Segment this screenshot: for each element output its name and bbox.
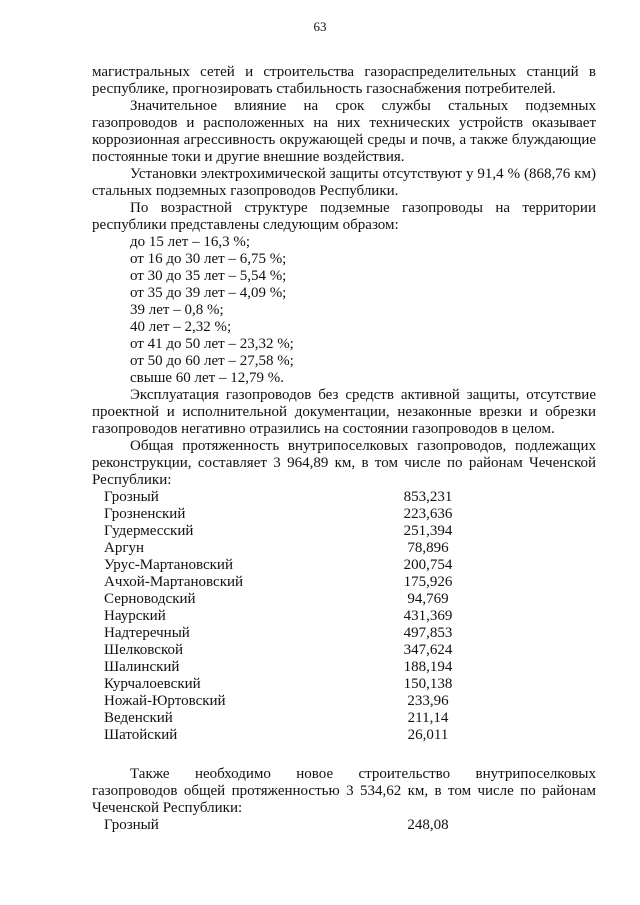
table-row — [104, 557, 488, 574]
list-item: от 41 до 50 лет – 23,32 %; — [130, 336, 294, 352]
list-item: от 35 до 39 лет – 4,09 %; — [130, 285, 287, 301]
district-length: 78,896 — [407, 540, 449, 556]
district-name: Ножай-Юртовский — [104, 693, 226, 709]
district-name: Наурский — [104, 608, 166, 624]
district-length: 200,754 — [403, 557, 453, 573]
table-row — [104, 625, 488, 642]
reconstruction-table — [104, 489, 488, 744]
district-name: Серноводский — [104, 591, 196, 607]
table-row — [104, 642, 488, 659]
document-body — [92, 64, 596, 834]
table-row — [104, 817, 488, 834]
district-length: 248,08 — [407, 817, 449, 833]
district-name: Шалинский — [104, 659, 180, 675]
district-length: 211,14 — [407, 710, 449, 726]
district-name: Шелковской — [104, 642, 184, 658]
table-row — [104, 693, 488, 710]
district-name: Грозный — [104, 489, 159, 505]
district-length: 853,231 — [403, 489, 453, 505]
district-length: 347,624 — [403, 642, 453, 658]
district-length: 497,853 — [403, 625, 453, 641]
page-number: 63 — [313, 19, 327, 34]
table-row — [104, 574, 488, 591]
district-name: Надтеречный — [104, 625, 190, 641]
table-row — [104, 659, 488, 676]
list-item: 40 лет – 2,32 %; — [130, 319, 232, 335]
district-name: Веденский — [104, 710, 173, 726]
district-length: 188,194 — [403, 659, 453, 675]
district-length: 223,636 — [403, 506, 453, 522]
paragraph-3: Установки электрохимической защиты отсутствуют у 91,4 % (868,76 км) стальных подземных газопроводов Республики. — [92, 166, 596, 199]
district-length: 431,369 — [403, 608, 453, 624]
list-item: от 16 до 30 лет – 6,75 %; — [130, 251, 287, 267]
list-item: от 30 до 35 лет – 5,54 %; — [130, 268, 287, 284]
list-item: свыше 60 лет – 12,79 %. — [130, 370, 284, 386]
list-item: до 15 лет – 16,3 %; — [130, 234, 250, 250]
table-row — [104, 506, 488, 523]
district-name: Аргун — [104, 540, 145, 556]
list-item: 39 лет – 0,8 %; — [130, 302, 224, 318]
table-row — [104, 710, 488, 727]
district-length: 26,011 — [407, 727, 449, 743]
district-length: 175,926 — [403, 574, 453, 590]
paragraph-7: газопроводов общей протяженностью 3 534,62 км, в том числе по районам Чеченской Республики: — [92, 783, 596, 816]
table-row — [104, 489, 488, 506]
district-length: 251,394 — [403, 523, 453, 539]
paragraph-2: Значительное влияние на срок службы стальных подземных газопроводов и расположенных на них технических устройств оказывает коррозионная агрессивность окружающей среды и почв, а также блуждающие постоянные токи и другие внешние воздействия. — [92, 98, 596, 165]
paragraph-6: Общая протяженность внутрипоселковых газопроводов, подлежащих реконструкции, составляет 3 964,89 км, в том числе по районам Чеченской Республики: — [92, 438, 596, 488]
district-name: Грозненский — [104, 506, 186, 522]
district-name: Гудермесский — [104, 523, 194, 539]
age-structure-list — [92, 234, 596, 387]
district-name: Ачхой-Мартановский — [104, 574, 244, 590]
district-name: Грозный — [104, 817, 159, 833]
paragraph-5: Эксплуатация газопроводов без средств активной защиты, отсутствие проектной и исполнительной документации, незаконные врезки и обрезки газопроводов негативно отразились на состоянии газопроводов в целом. — [92, 387, 596, 437]
table-row — [104, 727, 488, 744]
district-length: 233,96 — [407, 693, 449, 709]
district-name: Курчалоевский — [104, 676, 201, 692]
district-name: Урус-Мартановский — [104, 557, 233, 573]
table-row — [104, 591, 488, 608]
new-construction-table — [104, 817, 488, 834]
paragraph-1: магистральных сетей и строительства газораспределительных станций в республике, прогнозировать стабильность газоснабжения потребителей. — [92, 64, 596, 97]
district-length: 150,138 — [403, 676, 453, 692]
table-row — [104, 676, 488, 693]
paragraph-4: По возрастной структуре подземные газопроводы на территории республики представлены следующим образом: — [92, 200, 596, 233]
district-length: 94,769 — [407, 591, 449, 607]
table-row — [104, 523, 488, 540]
district-name: Шатойский — [104, 727, 178, 743]
section-gap — [92, 744, 596, 766]
paragraph-7-first-line: Также необходимо новое строительство внутрипоселковых — [130, 766, 596, 782]
table-row — [104, 540, 488, 557]
list-item: от 50 до 60 лет – 27,58 %; — [130, 353, 294, 369]
table-row — [104, 608, 488, 625]
